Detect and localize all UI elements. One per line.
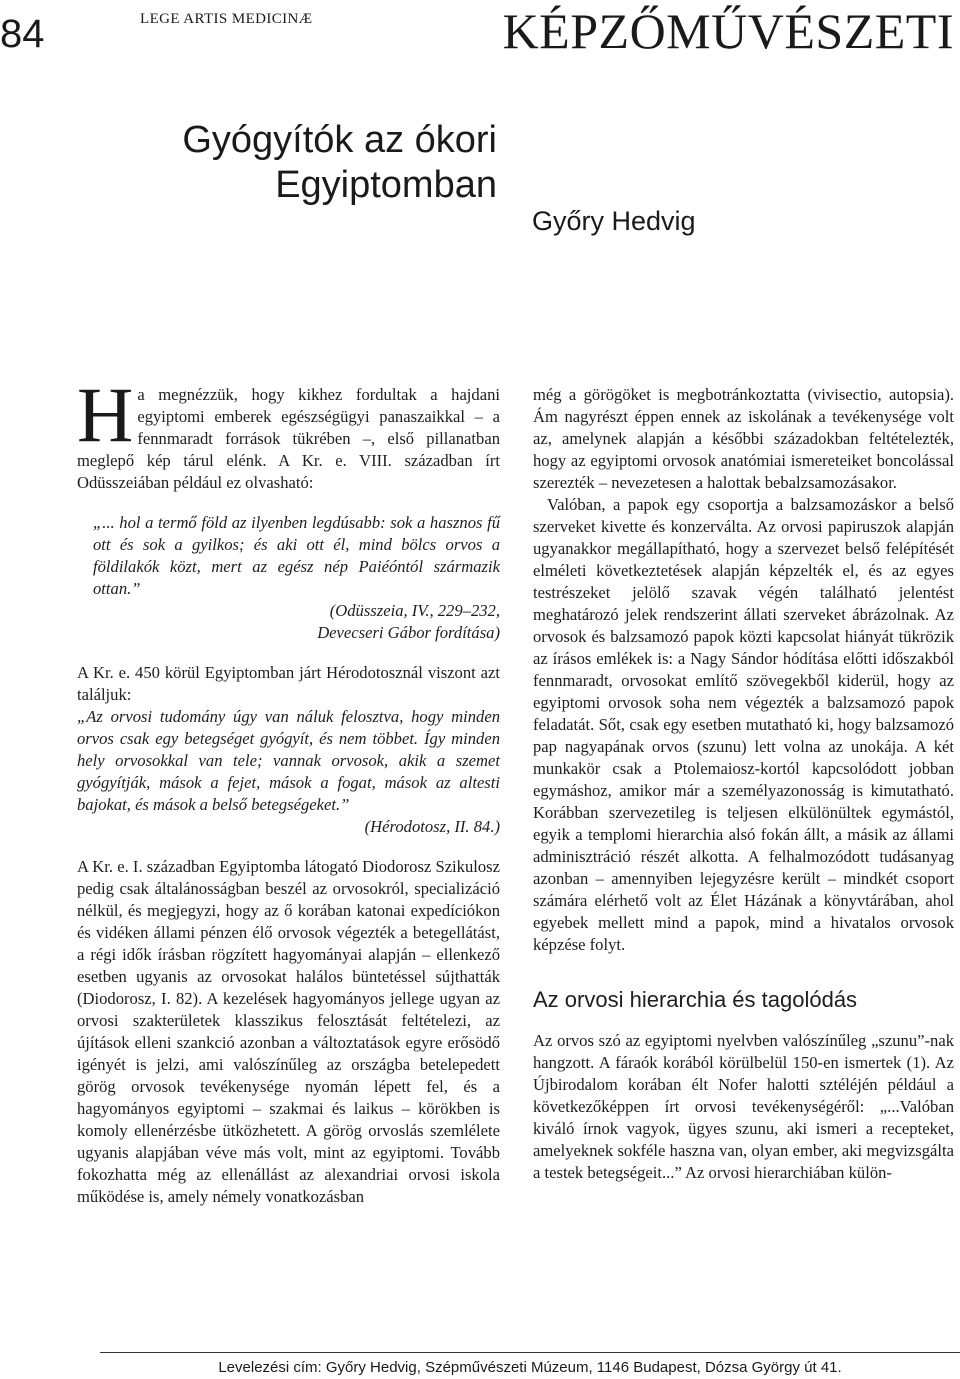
- diodorus-paragraph: A Kr. e. I. században Egyiptomba látogató Diodorosz Szikulosz pedig csak általánosságban beszél az orvosokról, specializáció nélkül, és megjegyzi, hogy az ő korában katonai expedíciókon és vidéken állami pénzen élő orvosok végezték a betegellátást, a régi idők írásban rögzített hagyományai alapján – ellenkező esetben ugyanis az orvosokat halálos büntetéssel sújthatták (Diodorosz, I. 82). A kezelések hagyományos jellege ugyan az orvosi szakterületek klasszikus felosztását feltételezi, az újítások elleni szankció azonban a változtatások egyre erősödő igényét is jelzi, ami valószínűleg az országba betelepedett görög orvosok tevékenysége nyomán lépett fel, és a hagyományos egyiptomi – szakmai és laikus – körökben is komoly ellenérzésbe ütközhetett. A görög orvoslás szemlélete ugyanis alapjában véve más volt, mint az egyiptomi. Tovább fokozhatta még az ellenállást az alexandriai orvosi iskola működése is, amely némely vonatkozásban: [77, 857, 500, 1206]
- correspondence-address: Levelezési cím: Győry Hedvig, Szépművészeti Múzeum, 1146 Budapest, Dózsa György út 41.: [218, 1359, 842, 1376]
- intro-text: a megnézzük, hogy kikhez fordultak a hajdani egyiptomi emberek egészségügyi panaszaikkal – a fennmaradt források tükrében –, első pillanatban meglepő kép tárul elénk. A Kr. e. VIII. században írt Odüsszeiában például ez olvasható:: [77, 385, 500, 492]
- drop-cap: H: [77, 371, 134, 458]
- journal-name: LEGE ARTIS MEDICINÆ: [140, 11, 313, 27]
- herodotus-quote: „Az orvosi tudomány úgy van náluk felosztva, hogy minden orvos csak egy betegséget gyógyít, és nem többet. Így minden hely orvosokkal van tele; vannak orvosok, akik a szemet gyógyítják, mások a fejet, mások a fogat, mások az altesti bajokat, és mások a belső betegségeket.”: [77, 707, 500, 814]
- odyssey-citation-2: Devecseri Gábor fordítása): [317, 623, 500, 642]
- herodotus-citation: (Hérodotosz, II. 84.): [364, 817, 500, 836]
- herodotus-intro: A Kr. e. 450 körül Egyiptomban járt Hérodotosznál viszont azt találjuk:: [77, 663, 500, 704]
- left-column: [77, 371, 500, 1208]
- right-column: [533, 384, 954, 1184]
- section-title: KÉPZŐMŰVÉSZETI: [502, 3, 954, 59]
- article-author: Győry Hedvig: [532, 206, 696, 236]
- odyssey-citation-1: (Odüsszeia, IV., 229–232,: [329, 601, 500, 620]
- odyssey-quote: „... hol a termő föld az ilyenben legdúsabb: sok a hasznos fű ott és sok a gyilkos; és aki ott él, mind bölcs orvos a földilakók közt, mert az egész nép Paiéóntól származik ottan.”: [93, 513, 500, 598]
- footer-divider: [100, 1352, 960, 1353]
- right-paragraph-3: Az orvos szó az egyiptomi nyelvben valószínűleg „szunu”-nak hangzott. A fáraók korából körülbelül 150-en ismertek (1). Az Újbirodalom korában élt Nofer halotti sztéléjén például a következőképpen írt orvosi tevékenységéről: „...Valóban kiváló írnok vagyok, ügyes szunu, aki ismeri a recepteket, amelyeknek sokféle haszna van, olyan ember, aki megvizsgálta a testek betegségeit...” Az orvosi hierarchiában külön-: [533, 1031, 954, 1182]
- article-title-line-2: Egyiptomban: [275, 164, 497, 206]
- article-title: [0, 118, 497, 208]
- intro-paragraph: [77, 371, 500, 494]
- section-heading: Az orvosi hierarchia és tagolódás: [533, 987, 858, 1012]
- right-paragraph-1: még a görögöket is megbotránkoztatta (vivisectio, autopsia). Ám nagyrészt éppen ennek az iskolának a tevékenysége volt az, amelynek alapján a későbbi századokban feltételezték, hogy az egyiptomi orvosok anatómiai ismereteiket boncolással szerezték – nevezetesen a halottak bebalzsamozásakor.: [533, 385, 954, 492]
- right-paragraph-2: Valóban, a papok egy csoportja a balzsamozáskor a belső szerveket kivette és konzerválta. Az orvosi papiruszok alapján ugyanakkor megállapítható, hogy a szervezet belső felépítését elméleti következtetések alapján képzelték el, és az egyes testrészeket jelölő szavak végén található jelentést meghatározó jelek rendszerint állati szerveket ábrázolnak. Az orvosok és balzsamozó papok közti kapcsolat hiányát tükrözik az írásos emlékek is: a Nagy Sándor hódítása előtti időszakból fennmaradt, orvosokat említő szövegekből kiderül, hogy az egyiptomi orvosok soha nem végezték a balzsamozó papok feladatát. Sőt, csak egy esetben mutatható ki, hogy balzsamozó pap nagyapának orvos (szunu) lett volna az unokája. A két munkakör csak a Ptolemaiosz-kortól kapcsolódott jobban egymáshoz, amikor már a személyazonosság is kimutatható. Korábban szervezetileg is teljesen elkülönültek egymástól, egyik a templomi hierarchia alsó fokán állt, a másik az állami adminisztráció részét alkotta. A felhalmozódott tudásanyag azonban – amennyiben lejegyzésre került – mindkét csoport számára elérhető volt az Élet Házának a könyvtárában, ahol egyebek mellett mind a papok, mind a hivatalos orvosok képzése folyt.: [533, 495, 954, 954]
- page-number: 84: [0, 12, 45, 56]
- article-title-line-1: Gyógyítók az ókori: [182, 119, 497, 161]
